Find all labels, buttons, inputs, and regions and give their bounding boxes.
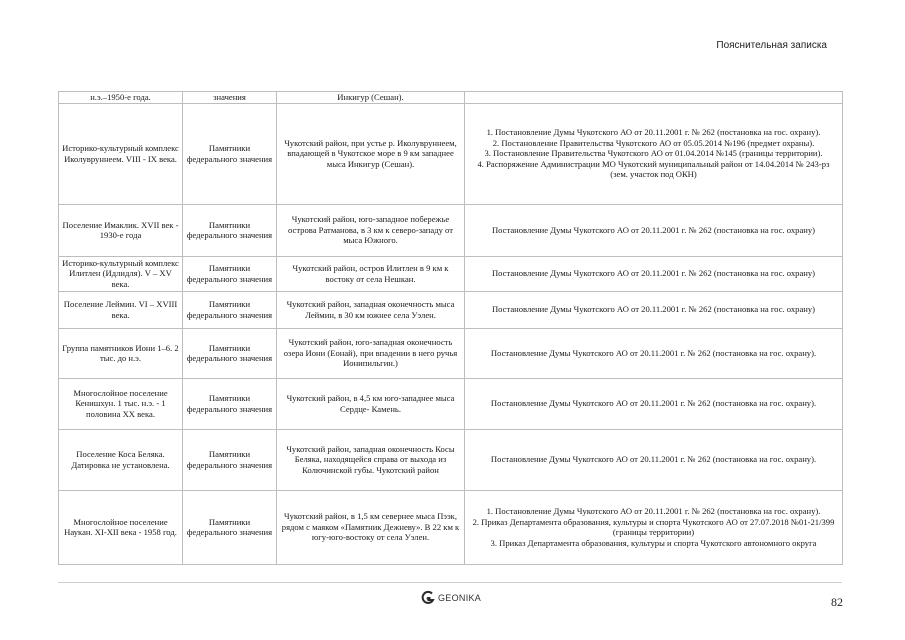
table-row	[59, 204, 843, 256]
document-entry: 1. Постановление Думы Чукотского АО от 20.11.2001 г. № 262 (постановка на гос. охрану).	[486, 505, 821, 516]
document-entry: 2. Приказ Департамента образования, культуры и спорта Чукотского АО от 27.07.2018 №01-21/399 (границы территории)	[472, 516, 835, 538]
table-row	[59, 429, 843, 490]
document-entry: Постановление Думы Чукотского АО от 20.11.2001 г. № 262 (постановка на гос. охрану)	[491, 268, 816, 279]
cell-documents	[465, 429, 843, 490]
cell-documents	[465, 92, 843, 104]
cell-name: Историко-культурный комплекс Иколувруннеем. VIII - IX века.	[59, 103, 183, 204]
cell-documents	[465, 490, 843, 564]
table-row	[59, 378, 843, 429]
cell-documents	[465, 378, 843, 429]
geonika-logo	[421, 590, 481, 606]
cell-category: Памятники федерального значения	[183, 328, 277, 378]
table-row	[59, 328, 843, 378]
cell-name: н.э.–1950-е года.	[59, 92, 183, 104]
footer-divider	[58, 582, 842, 583]
cell-name: Группа памятников Иони 1–6. 2 тыс. до н.э.	[59, 328, 183, 378]
cell-documents	[465, 256, 843, 291]
cell-category: Памятники федерального значения	[183, 256, 277, 291]
cell-name: Поселение Имаклик. XVII век - 1930-е года	[59, 204, 183, 256]
logo-text: GEONIKA	[438, 593, 482, 603]
cell-location: Чукотский район, остров Илитлен в 9 км к востоку от села Нешкан.	[277, 256, 465, 291]
geonika-swirl-icon	[421, 590, 435, 606]
page-number: 82	[831, 595, 843, 609]
document-entry: 1. Постановление Думы Чукотского АО от 20.11.2001 г. № 262 (постановка на гос. охрану).	[486, 127, 821, 138]
cell-category: Памятники федерального значения	[183, 490, 277, 564]
cell-location: Чукотский район, западная оконечность мыса Леймин, в 30 км южнее села Уэлен.	[277, 291, 465, 328]
document-entry: Постановление Думы Чукотского АО от 20.11.2001 г. № 262 (постановка на гос. охрану).	[490, 398, 817, 409]
table-row	[59, 103, 843, 204]
cell-location: Чукотский район, юго-западная оконечность озера Иони (Еонай), при впадении в него ручья Ионипильгин.)	[277, 328, 465, 378]
cell-location: Инкигур (Сешан).	[277, 92, 465, 104]
cell-name: Историко-культурный комплекс Илитлен (Идлидля). V – XV века.	[59, 256, 183, 291]
document-entry: Постановление Думы Чукотского АО от 20.11.2001 г. № 262 (постановка на гос. охрану)	[491, 304, 816, 315]
cell-category: Памятники федерального значения	[183, 291, 277, 328]
monuments-table	[58, 91, 843, 565]
cell-name: Многослойное поселение Кенишхун. 1 тыс. н.э. - 1 половина XX века.	[59, 378, 183, 429]
table-row	[59, 490, 843, 564]
document-header-title: Пояснительная записка	[716, 40, 827, 51]
table-row	[59, 256, 843, 291]
cell-location: Чукотский район, в 4,5 км юго-западнее мыса Сердце- Камень.	[277, 378, 465, 429]
cell-documents	[465, 103, 843, 204]
cell-location: Чукотский район, юго-западное побережье острова Ратманова, в 3 км к северо-западу от мыса Южного.	[277, 204, 465, 256]
cell-location: Чукотский район, при устье р. Иколувруннеем, впадающей в Чукотское море в 9 км западнее мыса Инкигур (Сешан).	[277, 103, 465, 204]
document-entry: Постановление Думы Чукотского АО от 20.11.2001 г. № 262 (постановка на гос. охрану).	[490, 454, 817, 465]
cell-documents	[465, 204, 843, 256]
table-row	[59, 291, 843, 328]
cell-category: Памятники федерального значения	[183, 204, 277, 256]
cell-name: Поселение Коса Беляка. Датировка не установлена.	[59, 429, 183, 490]
document-entry: Постановление Думы Чукотского АО от 20.11.2001 г. № 262 (постановка на гос. охрану).	[490, 347, 817, 358]
document-entry: 2. Постановление Правительства Чукотского АО от 05.05.2014 №196 (предмет охраны).	[492, 137, 815, 148]
document-entry: Постановление Думы Чукотского АО от 20.11.2001 г. № 262 (постановка на гос. охрану)	[491, 224, 816, 235]
table-row-continued	[59, 92, 843, 104]
cell-name: Многослойное поселение Наукан. XI-XII века - 1958 год.	[59, 490, 183, 564]
cell-category: Памятники федерального значения	[183, 429, 277, 490]
cell-category: Памятники федерального значения	[183, 378, 277, 429]
document-entry: 4. Распоряжение Администрации МО Чукотский муниципальный район от 14.04.2014 № 243-рз (зем. участок под ОКН)	[477, 158, 830, 180]
document-entry: 3. Постановление Правительства Чукотского АО от 01.04.2014 №145 (границы территории).	[484, 148, 823, 159]
cell-category: значения	[183, 92, 277, 104]
cell-name: Поселение Леймин. VI – XVIII века.	[59, 291, 183, 328]
cell-location: Чукотский район, западная оконечность Косы Беляка, находящейся справа от выхода из Колючинской губы. Чукотский район	[277, 429, 465, 490]
document-entry: 3. Приказ Департамента образования, культуры и спорта Чукотского автономного округа	[490, 537, 817, 548]
cell-location: Чукотский район, в 1,5 км севернее мыса Пээк, рядом с маяком «Памятник Дежневу». В 22 км к югу-юго-востоку от села Уэлен.	[277, 490, 465, 564]
cell-category: Памятники федерального значения	[183, 103, 277, 204]
cell-documents	[465, 328, 843, 378]
cell-documents	[465, 291, 843, 328]
